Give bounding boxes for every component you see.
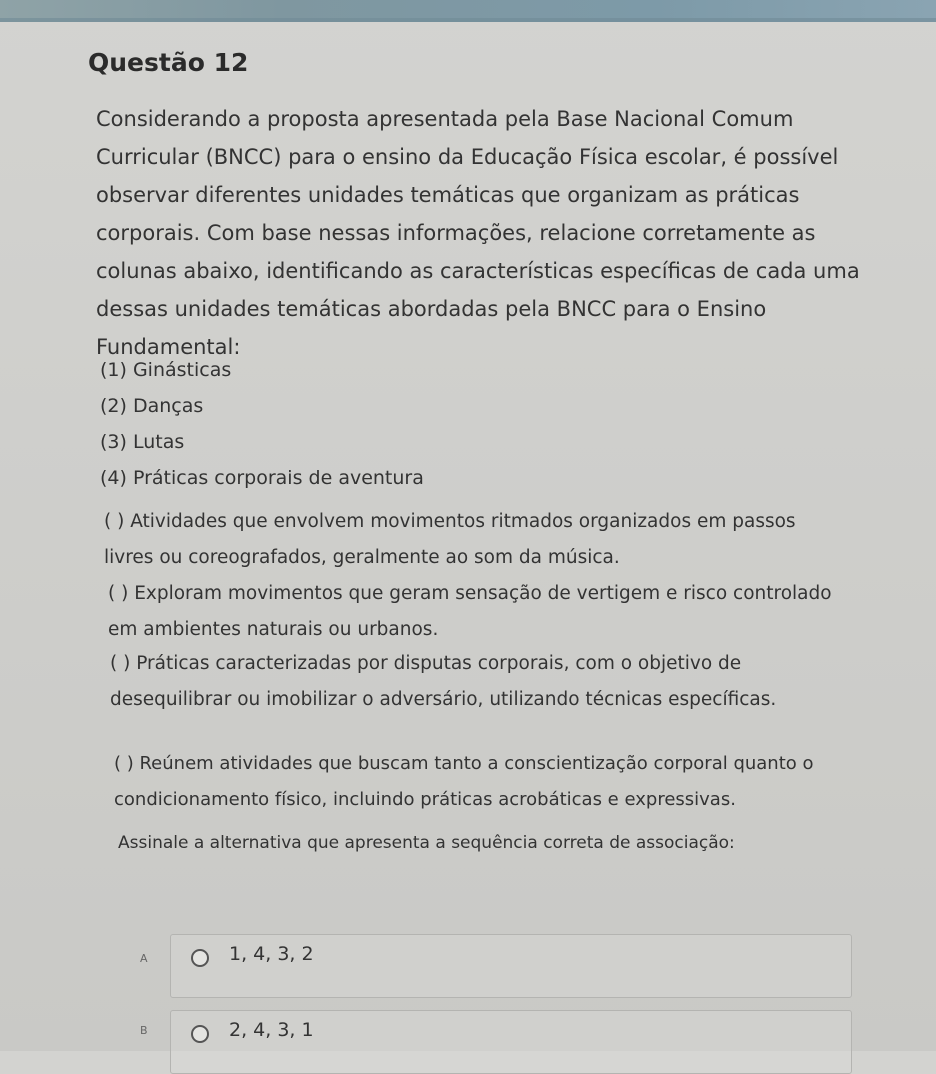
column-item: (3) Lutas (100, 431, 185, 453)
question-stem: Considerando a proposta apresentada pela Base Nacional Comum Curricular (BNCC) para o ensino da Educação Física escolar, é possível observar diferentes unidades temáticas que organizam as práticas corporais. Com base nessas informações, relacione corretamente as colunas abaixo, identificando as características específicas de cada uma dessas unidades temáticas abordadas pela BNCC para o Ensino Fundamental: (96, 107, 860, 359)
statement-1: ( ) Atividades que envolvem movimentos ritmados organizados em passos livres ou coreografados, geralmente ao som da música. (104, 511, 796, 568)
radio-button-icon[interactable] (191, 1025, 209, 1043)
option-letter-a: A (140, 952, 148, 965)
column-items-list (100, 352, 900, 496)
option-a-text: 1, 4, 3, 2 (229, 943, 314, 965)
column-item: (2) Danças (100, 395, 204, 417)
top-header-bar (0, 0, 936, 22)
column-item: (1) Ginásticas (100, 359, 232, 381)
question-title: Questão 12 (88, 48, 249, 77)
answer-instruction: Assinale a alternativa que apresenta a sequência correta de associação: (118, 833, 735, 853)
statement-4: ( ) Reúnem atividades que buscam tanto a conscientização corporal quanto o condicionamento físico, incluindo práticas acrobáticas e expressivas. (114, 753, 814, 810)
option-b-text: 2, 4, 3, 1 (229, 1019, 314, 1041)
statement-3: ( ) Práticas caracterizadas por disputas corporais, com o objetivo de desequilibrar ou imobilizar o adversário, utilizando técnicas específicas. (110, 653, 777, 710)
option-a[interactable] (170, 934, 852, 998)
option-letter-b: B (140, 1024, 148, 1037)
column-item: (4) Práticas corporais de aventura (100, 467, 424, 489)
option-b[interactable] (170, 1010, 852, 1074)
statement-2: ( ) Exploram movimentos que geram sensação de vertigem e risco controlado em ambientes naturais ou urbanos. (108, 583, 832, 640)
radio-button-icon[interactable] (191, 949, 209, 967)
header-divider (0, 18, 936, 22)
